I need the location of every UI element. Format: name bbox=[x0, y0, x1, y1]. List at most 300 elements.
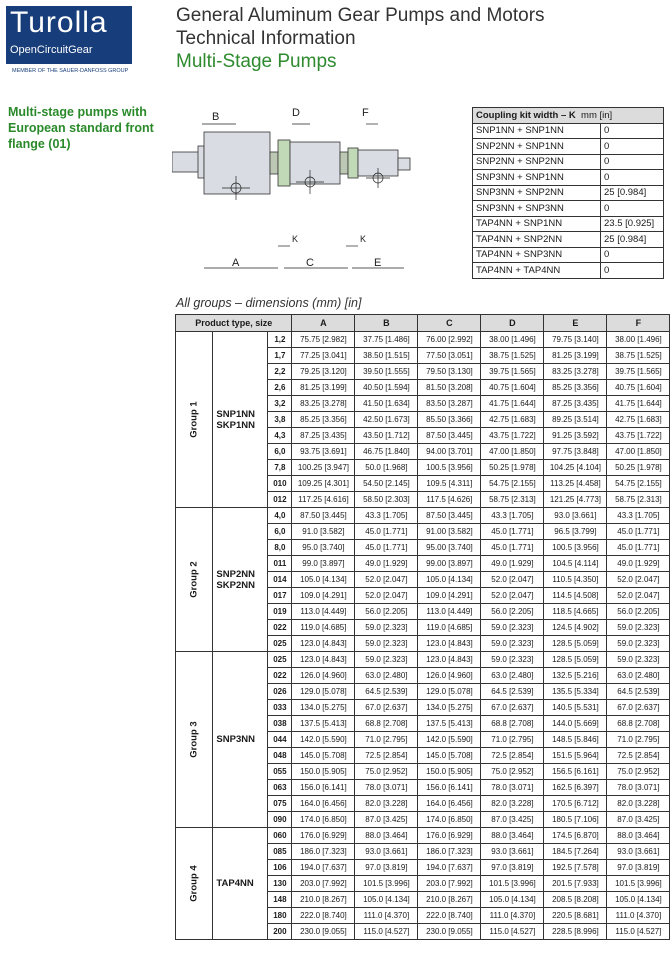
group-label: Group 1 bbox=[188, 401, 200, 438]
header-col-b: B bbox=[355, 315, 418, 332]
dim-cell: 49.0 [1.929] bbox=[481, 556, 544, 572]
coupling-kit-row bbox=[473, 170, 664, 186]
dim-cell: 174.5 [6.870] bbox=[544, 828, 607, 844]
dim-cell: 42.75 [1.683] bbox=[607, 412, 670, 428]
dim-cell: 105.0 [4.134] bbox=[292, 572, 355, 588]
dim-cell: 203.0 [7.992] bbox=[418, 876, 481, 892]
dim-cell: 105.0 [4.134] bbox=[355, 892, 418, 908]
coupling-kit-row bbox=[473, 263, 664, 279]
coupling-kit-header bbox=[473, 108, 664, 124]
dim-cell: 38.75 [1.525] bbox=[607, 348, 670, 364]
dim-cell: 41.50 [1.634] bbox=[355, 396, 418, 412]
dim-cell: 123.0 [4.843] bbox=[292, 652, 355, 668]
dim-cell: 38.75 [1.525] bbox=[481, 348, 544, 364]
size-cell: 010 bbox=[268, 476, 292, 492]
dim-cell: 129.0 [5.078] bbox=[418, 684, 481, 700]
size-cell: 3,8 bbox=[268, 412, 292, 428]
product-type: SNP1NN bbox=[216, 408, 255, 420]
size-cell: 4,0 bbox=[268, 508, 292, 524]
group-label-cell bbox=[176, 652, 213, 828]
dim-cell: 192.5 [7.578] bbox=[544, 860, 607, 876]
dim-cell: 39.75 [1.565] bbox=[481, 364, 544, 380]
dim-cell: 64.5 [2.539] bbox=[481, 684, 544, 700]
dim-cell: 45.0 [1.771] bbox=[481, 524, 544, 540]
dim-cell: 164.0 [6.456] bbox=[418, 796, 481, 812]
size-cell: 022 bbox=[268, 668, 292, 684]
dim-cell: 63.0 [2.480] bbox=[481, 668, 544, 684]
dim-cell: 47.00 [1.850] bbox=[481, 444, 544, 460]
dim-cell: 77.25 [3.041] bbox=[292, 348, 355, 364]
coupling-kit-title: Coupling kit width – K bbox=[476, 109, 576, 121]
dim-cell: 50.25 [1.978] bbox=[607, 460, 670, 476]
dim-cell: 176.0 [6.929] bbox=[292, 828, 355, 844]
coupling-kit-combo: TAP4NN + SNP1NN bbox=[473, 216, 601, 232]
dim-cell: 81.25 [3.199] bbox=[544, 348, 607, 364]
dim-cell: 59.0 [2.323] bbox=[481, 636, 544, 652]
dim-cell: 176.0 [6.929] bbox=[418, 828, 481, 844]
dim-cell: 59.0 [2.323] bbox=[607, 636, 670, 652]
dim-cell: 82.0 [3.228] bbox=[355, 796, 418, 812]
dim-cell: 93.0 [3.661] bbox=[607, 844, 670, 860]
dim-cell: 43.3 [1.705] bbox=[355, 508, 418, 524]
dim-cell: 129.0 [5.078] bbox=[292, 684, 355, 700]
dim-cell: 124.5 [4.902] bbox=[544, 620, 607, 636]
dim-cell: 105.0 [4.134] bbox=[418, 572, 481, 588]
dim-cell: 50.0 [1.968] bbox=[355, 460, 418, 476]
dim-cell: 162.5 [6.397] bbox=[544, 780, 607, 796]
dim-cell: 50.25 [1.978] bbox=[481, 460, 544, 476]
dim-cell: 180.5 [7.106] bbox=[544, 812, 607, 828]
section-side-title: Multi-stage pumps with European standard front flange (01) bbox=[8, 105, 154, 151]
dim-cell: 113.0 [4.449] bbox=[418, 604, 481, 620]
dim-cell: 45.0 [1.771] bbox=[607, 540, 670, 556]
coupling-kit-row bbox=[473, 139, 664, 155]
dim-cell: 56.0 [2.205] bbox=[607, 604, 670, 620]
dim-cell: 114.5 [4.508] bbox=[544, 588, 607, 604]
coupling-kit-combo: TAP4NN + SNP2NN bbox=[473, 232, 601, 248]
dim-cell: 140.5 [5.531] bbox=[544, 700, 607, 716]
coupling-kit-combo: SNP3NN + SNP3NN bbox=[473, 201, 601, 217]
dim-cell: 101.5 [3.996] bbox=[607, 876, 670, 892]
dim-cell: 45.0 [1.771] bbox=[607, 524, 670, 540]
dim-cell: 43.50 [1.712] bbox=[355, 428, 418, 444]
dim-cell: 87.0 [3.425] bbox=[481, 812, 544, 828]
coupling-kit-row bbox=[473, 201, 664, 217]
dim-cell: 59.0 [2.323] bbox=[481, 620, 544, 636]
size-cell: 090 bbox=[268, 812, 292, 828]
dim-cell: 93.0 [3.661] bbox=[355, 844, 418, 860]
dim-cell: 134.0 [5.275] bbox=[418, 700, 481, 716]
dim-cell: 201.5 [7.933] bbox=[544, 876, 607, 892]
dim-cell: 150.0 [5.905] bbox=[418, 764, 481, 780]
dim-cell: 128.5 [5.059] bbox=[544, 652, 607, 668]
product-type-cell bbox=[213, 828, 268, 940]
dimensions-title: All groups – dimensions (mm) [in] bbox=[176, 296, 362, 310]
dim-label-d: D bbox=[292, 107, 300, 119]
dim-cell: 97.0 [3.819] bbox=[481, 860, 544, 876]
dim-cell: 156.5 [6.161] bbox=[544, 764, 607, 780]
dim-cell: 117.5 [4.626] bbox=[418, 492, 481, 508]
dim-cell: 123.0 [4.843] bbox=[292, 636, 355, 652]
coupling-kit-width: 0 bbox=[601, 247, 664, 263]
coupling-kit-table bbox=[472, 107, 664, 279]
dim-cell: 38.00 [1.496] bbox=[481, 332, 544, 348]
coupling-kit-row bbox=[473, 154, 664, 170]
dim-cell: 75.0 [2.952] bbox=[607, 764, 670, 780]
group-label: Group 2 bbox=[188, 561, 200, 598]
dim-label-b: B bbox=[212, 111, 220, 123]
product-type: SKP1NN bbox=[216, 419, 255, 431]
dim-cell: 111.0 [4.370] bbox=[481, 908, 544, 924]
dim-cell: 79.25 [3.120] bbox=[292, 364, 355, 380]
dim-cell: 91.0 [3.582] bbox=[292, 524, 355, 540]
dim-cell: 82.0 [3.228] bbox=[607, 796, 670, 812]
dim-cell: 110.5 [4.350] bbox=[544, 572, 607, 588]
dim-cell: 40.50 [1.594] bbox=[355, 380, 418, 396]
dim-cell: 99.00 [3.897] bbox=[418, 556, 481, 572]
dim-cell: 220.5 [8.681] bbox=[544, 908, 607, 924]
header-col-c: C bbox=[418, 315, 481, 332]
header-line-2: Technical Information bbox=[176, 28, 356, 49]
dim-cell: 164.0 [6.456] bbox=[292, 796, 355, 812]
size-cell: 2,6 bbox=[268, 380, 292, 396]
header-col-a: A bbox=[292, 315, 355, 332]
dim-cell: 93.0 [3.661] bbox=[481, 844, 544, 860]
coupling-kit-width: 25 [0.984] bbox=[601, 232, 664, 248]
size-cell: 025 bbox=[268, 652, 292, 668]
dim-cell: 174.0 [6.850] bbox=[292, 812, 355, 828]
dim-cell: 148.5 [5.846] bbox=[544, 732, 607, 748]
dim-cell: 41.75 [1.644] bbox=[607, 396, 670, 412]
dim-cell: 46.75 [1.840] bbox=[355, 444, 418, 460]
dim-cell: 75.0 [2.952] bbox=[481, 764, 544, 780]
dim-cell: 54.50 [2.145] bbox=[355, 476, 418, 492]
header-col-f: F bbox=[607, 315, 670, 332]
dim-cell: 43.75 [1.722] bbox=[607, 428, 670, 444]
dim-cell: 109.25 [4.301] bbox=[292, 476, 355, 492]
dim-cell: 228.5 [8.996] bbox=[544, 924, 607, 940]
dim-cell: 210.0 [8.267] bbox=[292, 892, 355, 908]
group-label-cell bbox=[176, 828, 213, 940]
dim-cell: 67.0 [2.637] bbox=[481, 700, 544, 716]
dim-cell: 109.5 [4.311] bbox=[418, 476, 481, 492]
dim-cell: 109.0 [4.291] bbox=[292, 588, 355, 604]
dim-cell: 42.50 [1.673] bbox=[355, 412, 418, 428]
dim-cell: 115.0 [4.527] bbox=[607, 924, 670, 940]
dim-cell: 67.0 [2.637] bbox=[355, 700, 418, 716]
dim-cell: 72.5 [2.854] bbox=[355, 748, 418, 764]
dim-cell: 87.0 [3.425] bbox=[607, 812, 670, 828]
dim-cell: 194.0 [7.637] bbox=[418, 860, 481, 876]
product-type: TAP4NN bbox=[216, 878, 254, 889]
dim-cell: 59.0 [2.323] bbox=[481, 652, 544, 668]
dim-cell: 135.5 [5.334] bbox=[544, 684, 607, 700]
size-cell: 7,8 bbox=[268, 460, 292, 476]
coupling-kit-row bbox=[473, 232, 664, 248]
size-cell: 3,2 bbox=[268, 396, 292, 412]
dim-cell: 91.25 [3.592] bbox=[544, 428, 607, 444]
dim-cell: 128.5 [5.059] bbox=[544, 636, 607, 652]
dim-cell: 59.0 [2.323] bbox=[355, 636, 418, 652]
dim-cell: 59.0 [2.323] bbox=[607, 620, 670, 636]
dim-cell: 101.5 [3.996] bbox=[481, 876, 544, 892]
dim-cell: 87.0 [3.425] bbox=[355, 812, 418, 828]
coupling-kit-body bbox=[473, 123, 664, 278]
size-cell: 060 bbox=[268, 828, 292, 844]
dim-cell: 39.50 [1.555] bbox=[355, 364, 418, 380]
coupling-kit-width: 25 [0.984] bbox=[601, 185, 664, 201]
table-row bbox=[176, 828, 670, 844]
dim-cell: 75.0 [2.952] bbox=[355, 764, 418, 780]
coupling-kit-combo: SNP3NN + SNP1NN bbox=[473, 170, 601, 186]
coupling-kit-width: 23.5 [0.925] bbox=[601, 216, 664, 232]
dim-cell: 113.0 [4.449] bbox=[292, 604, 355, 620]
coupling-kit-combo: SNP1NN + SNP1NN bbox=[473, 123, 601, 139]
size-cell: 6,0 bbox=[268, 524, 292, 540]
dim-cell: 94.00 [3.701] bbox=[418, 444, 481, 460]
size-cell: 106 bbox=[268, 860, 292, 876]
dim-cell: 117.25 [4.616] bbox=[292, 492, 355, 508]
size-cell: 2,2 bbox=[268, 364, 292, 380]
size-cell: 033 bbox=[268, 700, 292, 716]
size-cell: 085 bbox=[268, 844, 292, 860]
dim-cell: 79.75 [3.140] bbox=[544, 332, 607, 348]
dim-cell: 145.0 [5.708] bbox=[418, 748, 481, 764]
dimensions-head bbox=[176, 315, 670, 332]
product-type: SKP2NN bbox=[216, 579, 255, 591]
dim-cell: 97.0 [3.819] bbox=[355, 860, 418, 876]
dim-cell: 95.00 [3.740] bbox=[418, 540, 481, 556]
dim-cell: 59.0 [2.323] bbox=[607, 652, 670, 668]
size-cell: 1,2 bbox=[268, 332, 292, 348]
dim-cell: 56.0 [2.205] bbox=[481, 604, 544, 620]
coupling-kit-width: 0 bbox=[601, 201, 664, 217]
dim-cell: 230.0 [9.055] bbox=[292, 924, 355, 940]
dim-cell: 104.5 [4.114] bbox=[544, 556, 607, 572]
dim-cell: 142.0 [5.590] bbox=[292, 732, 355, 748]
dim-cell: 137.5 [5.413] bbox=[292, 716, 355, 732]
header-line-1: General Aluminum Gear Pumps and Motors bbox=[176, 5, 545, 26]
dim-cell: 52.0 [2.047] bbox=[607, 588, 670, 604]
pump-diagram bbox=[172, 106, 412, 276]
table-row bbox=[176, 652, 670, 668]
dim-cell: 91.00 [3.582] bbox=[418, 524, 481, 540]
dim-cell: 97.0 [3.819] bbox=[607, 860, 670, 876]
size-cell: 026 bbox=[268, 684, 292, 700]
dim-cell: 85.50 [3.366] bbox=[418, 412, 481, 428]
dim-cell: 96.5 [3.799] bbox=[544, 524, 607, 540]
dim-cell: 95.0 [3.740] bbox=[292, 540, 355, 556]
coupling-kit-unit: mm [in] bbox=[581, 109, 613, 121]
dim-cell: 64.5 [2.539] bbox=[607, 684, 670, 700]
dim-cell: 67.0 [2.637] bbox=[607, 700, 670, 716]
dim-cell: 82.0 [3.228] bbox=[481, 796, 544, 812]
turolla-logo bbox=[6, 6, 144, 74]
dim-cell: 79.50 [3.130] bbox=[418, 364, 481, 380]
size-cell: 130 bbox=[268, 876, 292, 892]
dim-cell: 104.25 [4.104] bbox=[544, 460, 607, 476]
dim-cell: 121.25 [4.773] bbox=[544, 492, 607, 508]
dim-cell: 87.25 [3.435] bbox=[292, 428, 355, 444]
dim-cell: 87.25 [3.435] bbox=[544, 396, 607, 412]
dim-cell: 150.0 [5.905] bbox=[292, 764, 355, 780]
page-header bbox=[176, 4, 545, 73]
dim-cell: 111.0 [4.370] bbox=[607, 908, 670, 924]
dim-cell: 49.0 [1.929] bbox=[355, 556, 418, 572]
coupling-kit-row bbox=[473, 185, 664, 201]
size-cell: 200 bbox=[268, 924, 292, 940]
logo-word: Turolla bbox=[10, 6, 108, 39]
dim-cell: 151.5 [5.964] bbox=[544, 748, 607, 764]
dim-cell: 100.25 [3.947] bbox=[292, 460, 355, 476]
dim-cell: 87.50 [3.445] bbox=[418, 428, 481, 444]
dim-cell: 100.5 [3.956] bbox=[418, 460, 481, 476]
coupling-kit-combo: TAP4NN + SNP3NN bbox=[473, 247, 601, 263]
coupling-kit-combo: SNP2NN + SNP2NN bbox=[473, 154, 601, 170]
header-product-type: Product type, size bbox=[176, 315, 292, 332]
dim-cell: 115.0 [4.527] bbox=[355, 924, 418, 940]
dim-cell: 56.0 [2.205] bbox=[355, 604, 418, 620]
size-cell: 012 bbox=[268, 492, 292, 508]
dim-cell: 89.25 [3.514] bbox=[544, 412, 607, 428]
header-col-d: D bbox=[481, 315, 544, 332]
size-cell: 8,0 bbox=[268, 540, 292, 556]
table-row bbox=[176, 508, 670, 524]
dim-cell: 43.3 [1.705] bbox=[481, 508, 544, 524]
dim-cell: 210.0 [8.267] bbox=[418, 892, 481, 908]
dim-cell: 109.0 [4.291] bbox=[418, 588, 481, 604]
coupling-kit-row bbox=[473, 123, 664, 139]
table-row bbox=[176, 332, 670, 348]
dim-cell: 39.75 [1.565] bbox=[607, 364, 670, 380]
dim-cell: 137.5 [5.413] bbox=[418, 716, 481, 732]
dim-cell: 71.0 [2.795] bbox=[355, 732, 418, 748]
dim-cell: 85.25 [3.356] bbox=[292, 412, 355, 428]
dim-cell: 100.5 [3.956] bbox=[544, 540, 607, 556]
coupling-kit-combo: TAP4NN + TAP4NN bbox=[473, 263, 601, 279]
dim-cell: 83.25 [3.278] bbox=[544, 364, 607, 380]
dim-cell: 88.0 [3.464] bbox=[355, 828, 418, 844]
dim-cell: 68.8 [2.708] bbox=[355, 716, 418, 732]
dim-cell: 123.0 [4.843] bbox=[418, 636, 481, 652]
dim-cell: 71.0 [2.795] bbox=[481, 732, 544, 748]
group-label-cell bbox=[176, 332, 213, 508]
group-label: Group 4 bbox=[188, 865, 200, 902]
coupling-kit-combo: SNP3NN + SNP2NN bbox=[473, 185, 601, 201]
dim-cell: 119.0 [4.685] bbox=[418, 620, 481, 636]
dim-cell: 52.0 [2.047] bbox=[355, 588, 418, 604]
dim-cell: 156.0 [6.141] bbox=[418, 780, 481, 796]
product-type-cell bbox=[213, 652, 268, 828]
dim-cell: 43.3 [1.705] bbox=[607, 508, 670, 524]
dimensions-table bbox=[175, 314, 670, 940]
dim-cell: 38.00 [1.496] bbox=[607, 332, 670, 348]
dim-label-f: F bbox=[362, 107, 369, 119]
dim-cell: 222.0 [8.740] bbox=[292, 908, 355, 924]
size-cell: 014 bbox=[268, 572, 292, 588]
dim-cell: 83.25 [3.278] bbox=[292, 396, 355, 412]
dim-cell: 52.0 [2.047] bbox=[481, 572, 544, 588]
dim-cell: 71.0 [2.795] bbox=[607, 732, 670, 748]
dim-cell: 123.0 [4.843] bbox=[418, 652, 481, 668]
dim-cell: 78.0 [3.071] bbox=[481, 780, 544, 796]
dim-label-e: E bbox=[374, 257, 382, 269]
dim-cell: 88.0 [3.464] bbox=[481, 828, 544, 844]
dim-cell: 49.0 [1.929] bbox=[607, 556, 670, 572]
dim-cell: 40.75 [1.604] bbox=[607, 380, 670, 396]
dim-cell: 113.25 [4.458] bbox=[544, 476, 607, 492]
dim-cell: 63.0 [2.480] bbox=[607, 668, 670, 684]
dim-label-a: A bbox=[232, 257, 240, 269]
dim-cell: 126.0 [4.960] bbox=[292, 668, 355, 684]
dim-cell: 58.75 [2.313] bbox=[481, 492, 544, 508]
size-cell: 148 bbox=[268, 892, 292, 908]
dim-label-c: C bbox=[306, 257, 314, 269]
dim-cell: 144.0 [5.669] bbox=[544, 716, 607, 732]
size-cell: 075 bbox=[268, 796, 292, 812]
size-cell: 4,3 bbox=[268, 428, 292, 444]
dim-cell: 81.50 [3.208] bbox=[418, 380, 481, 396]
dim-cell: 93.75 [3.691] bbox=[292, 444, 355, 460]
coupling-kit-width: 0 bbox=[601, 170, 664, 186]
dim-cell: 68.8 [2.708] bbox=[607, 716, 670, 732]
dim-cell: 186.0 [7.323] bbox=[292, 844, 355, 860]
dim-cell: 105.0 [4.134] bbox=[481, 892, 544, 908]
dim-cell: 87.50 [3.445] bbox=[292, 508, 355, 524]
dim-cell: 170.5 [6.712] bbox=[544, 796, 607, 812]
coupling-kit-row bbox=[473, 216, 664, 232]
dim-cell: 76.00 [2.992] bbox=[418, 332, 481, 348]
dim-cell: 77.50 [3.051] bbox=[418, 348, 481, 364]
dim-cell: 186.0 [7.323] bbox=[418, 844, 481, 860]
group-label: Group 3 bbox=[188, 721, 200, 758]
group-label-cell bbox=[176, 508, 213, 652]
dim-cell: 118.5 [4.665] bbox=[544, 604, 607, 620]
size-cell: 6,0 bbox=[268, 444, 292, 460]
size-cell: 022 bbox=[268, 620, 292, 636]
dim-cell: 230.0 [9.055] bbox=[418, 924, 481, 940]
dim-cell: 45.0 [1.771] bbox=[355, 524, 418, 540]
dim-cell: 88.0 [3.464] bbox=[607, 828, 670, 844]
dim-cell: 134.0 [5.275] bbox=[292, 700, 355, 716]
dim-cell: 203.0 [7.992] bbox=[292, 876, 355, 892]
logo-box bbox=[6, 6, 132, 64]
product-type: SNP2NN bbox=[216, 568, 255, 580]
dim-cell: 87.50 [3.445] bbox=[418, 508, 481, 524]
dim-label-k-1: K bbox=[292, 234, 299, 244]
dim-cell: 45.0 [1.771] bbox=[481, 540, 544, 556]
header-col-e: E bbox=[544, 315, 607, 332]
dim-cell: 59.0 [2.323] bbox=[355, 652, 418, 668]
size-cell: 019 bbox=[268, 604, 292, 620]
coupling-kit-width: 0 bbox=[601, 154, 664, 170]
size-cell: 063 bbox=[268, 780, 292, 796]
coupling-kit-width: 0 bbox=[601, 123, 664, 139]
size-cell: 038 bbox=[268, 716, 292, 732]
coupling-kit-combo: SNP2NN + SNP1NN bbox=[473, 139, 601, 155]
dim-cell: 78.0 [3.071] bbox=[607, 780, 670, 796]
dim-cell: 132.5 [5.216] bbox=[544, 668, 607, 684]
product-type-cell bbox=[213, 508, 268, 652]
dim-cell: 145.0 [5.708] bbox=[292, 748, 355, 764]
header-line-3: Multi-Stage Pumps bbox=[176, 51, 337, 72]
dim-cell: 47.00 [1.850] bbox=[607, 444, 670, 460]
dim-cell: 58.50 [2.303] bbox=[355, 492, 418, 508]
dim-cell: 38.50 [1.515] bbox=[355, 348, 418, 364]
logo-sub: OpenCircuitGear bbox=[10, 44, 93, 56]
size-cell: 180 bbox=[268, 908, 292, 924]
dim-cell: 54.75 [2.155] bbox=[481, 476, 544, 492]
